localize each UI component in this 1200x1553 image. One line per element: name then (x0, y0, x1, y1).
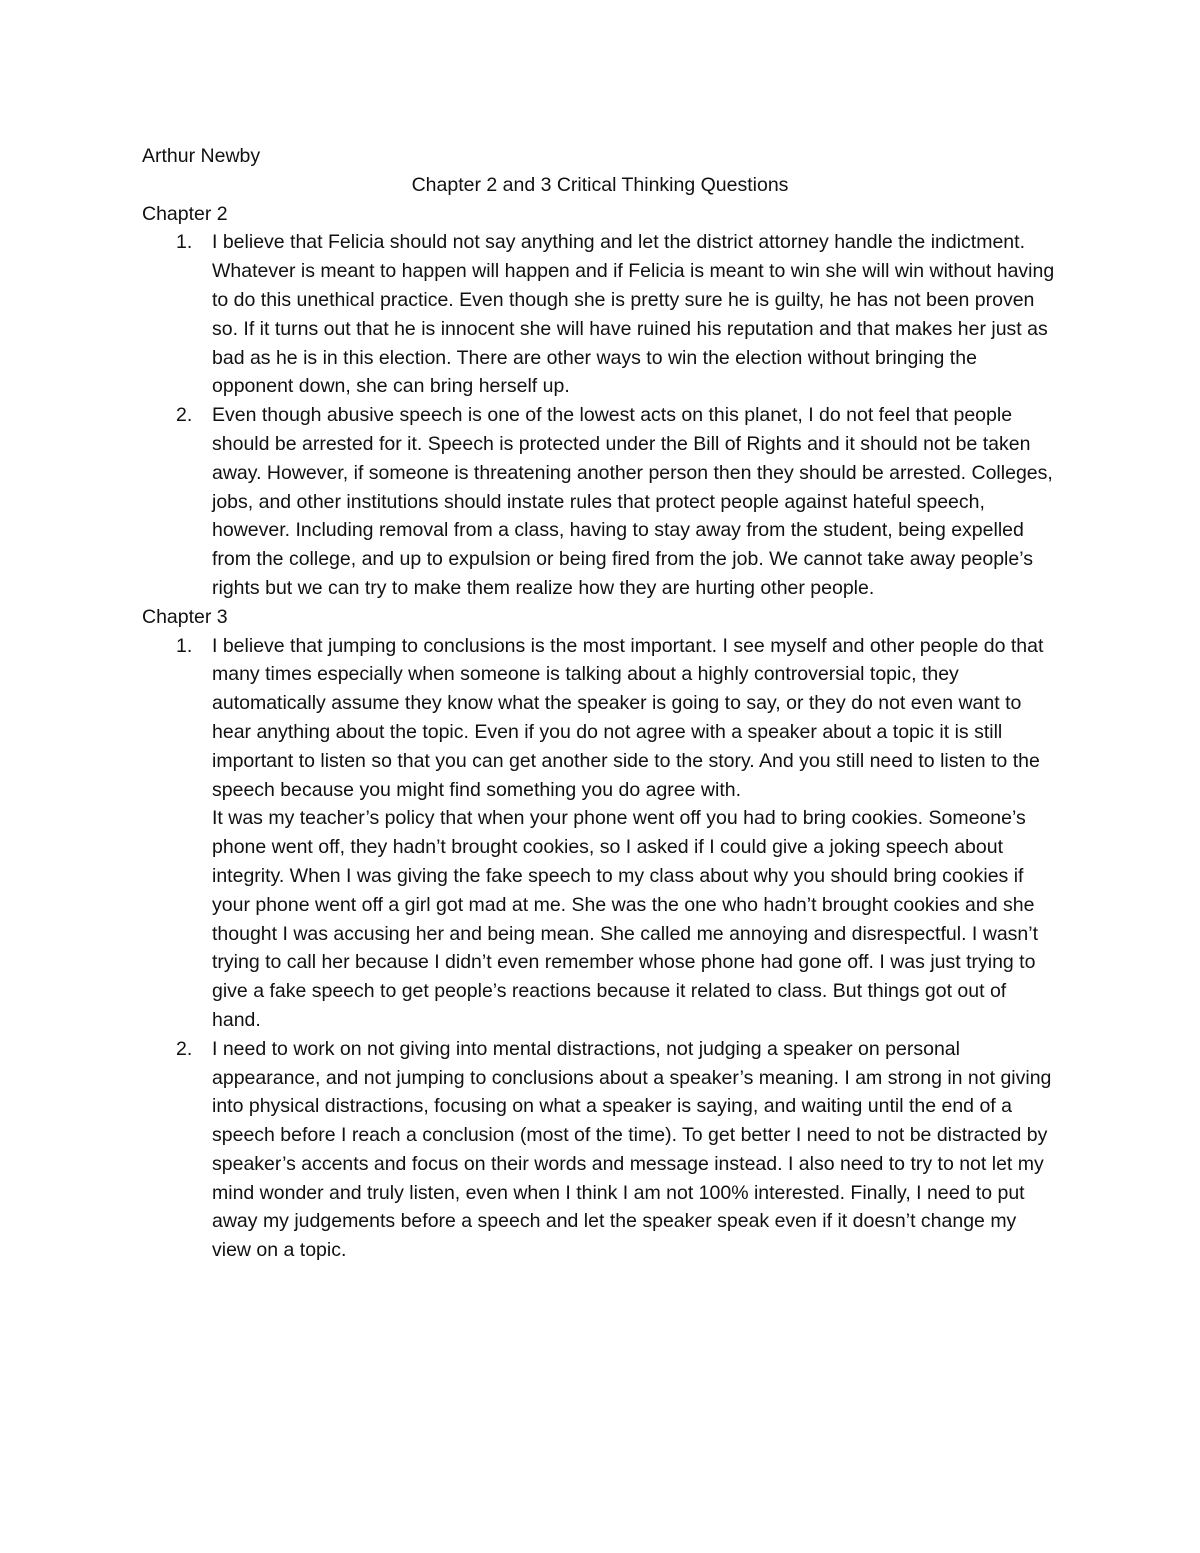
answer-paragraph: I believe that Felicia should not say anything and let the district attorney handle the indictment. Whatever is meant to happen will happen and if Felicia is meant to win she will win without having to do this unethical practice. Even though she is pretty sure he is guilty, he has not been proven so. If it turns out that he is innocent she will have ruined his reputation and that makes her just as bad as he is in this election. There are other ways to win the election without bringing the opponent down, she can bring herself up. (212, 231, 1055, 398)
answer-paragraph: I need to work on not giving into mental distractions, not judging a speaker on personal appearance, and not jumping to conclusions about a speaker’s meaning. I am strong in not giving into physical distractions, focusing on what a speaker is saying, and waiting until the end of a speech before I reach a conclusion (most of the time). To get better I need to not be distracted by speaker’s accents and focus on their words and message instead. I also need to try to not let my mind wonder and truly listen, even when I think I am not 100% interested. Finally, I need to put away my judgements before a speech and let the speaker speak even if it doesn’t change my view on a topic. (212, 1037, 1052, 1262)
chapter-3-heading: Chapter 3 (142, 605, 228, 628)
answer-number: 2. (176, 404, 193, 427)
chapter-3-answer-1 (142, 632, 1058, 1035)
document-body (142, 142, 1058, 1265)
answer-paragraph: It was my teacher’s policy that when your phone went off you had to bring cookies. Someone’s phone went off, they hadn’t brought cookies, so I asked if I could give a joking speech about integrity. When I was giving the fake speech to my class about why you should bring cookies if your phone went off a girl got mad at me. She was the one who hadn’t brought cookies and she thought I was accusing her and being mean. She called me annoying and disrespectful. I wasn’t trying to call her because I didn’t even remember whose phone had gone off. I was just trying to give a fake speech to get people’s reactions because it related to class. But things got out of hand. (212, 807, 1039, 1031)
chapter-2-heading: Chapter 2 (142, 202, 228, 225)
answer-number: 2. (176, 1037, 193, 1060)
answer-paragraph: Even though abusive speech is one of the lowest acts on this planet, I do not feel that people should be arrested for it. Speech is protected under the Bill of Rights and it should not be taken away. However, if someone is threatening another person then they should be arrested. Colleges, jobs, and other institutions should instate rules that protect people against hateful speech, however. Including removal from a class, having to stay away from the student, being expelled from the college, and up to expulsion or being fired from the job. We cannot take away people’s rights but we can try to make them realize how they are hurting other people. (212, 404, 1053, 599)
answer-number: 1. (176, 634, 193, 657)
answer-paragraph: I believe that jumping to conclusions is the most important. I see myself and other people do that many times especially when someone is talking about a highly controversial topic, they automatically assume they know what the speaker is going to say, or they do not even want to hear anything about the topic. Even if you do not agree with a speaker about a topic it is still important to listen so that you can get another side to the story. And you still need to listen to the speech because you might find something you do agree with. (212, 634, 1044, 801)
author-name: Arthur Newby (142, 145, 261, 167)
chapter-2-answer-1 (142, 228, 1058, 401)
chapter-2-answer-list (142, 228, 1058, 602)
document-title: Chapter 2 and 3 Critical Thinking Questions (411, 173, 789, 196)
chapter-3-answer-list (142, 632, 1058, 1266)
chapter-3-answer-2 (142, 1035, 1058, 1265)
chapter-2-answer-2 (142, 401, 1058, 603)
answer-number: 1. (176, 231, 193, 254)
